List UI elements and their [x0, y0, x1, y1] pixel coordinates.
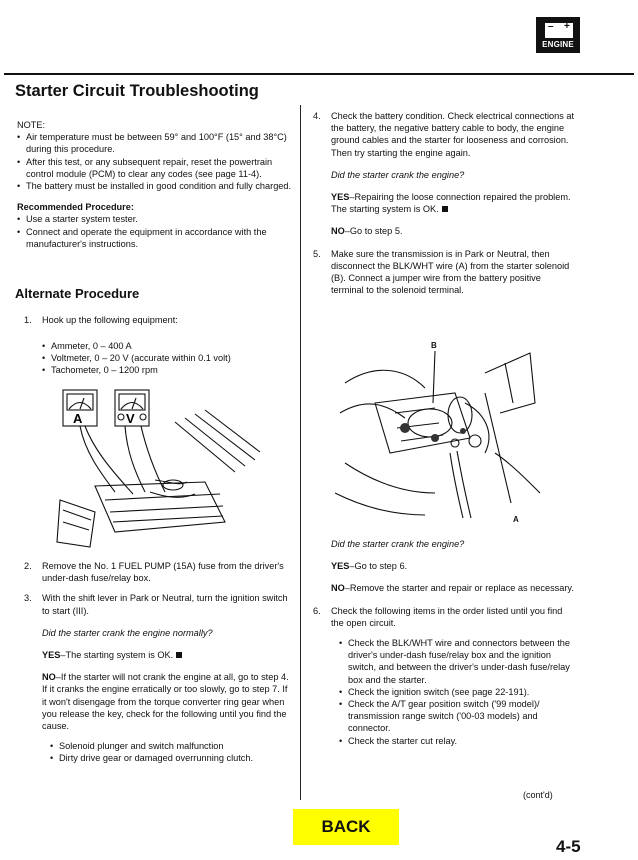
- note-item: • Air temperature must be between 59° and 100°F (15° and 38°C) during this procedure.: [17, 131, 292, 155]
- step-1: [24, 314, 292, 326]
- no-3: NO–If the starter will not crank the engine at all, go to step 4. If it cranks the engine erratically or too slowly, go to step 7. If it won't disengage from the torque converter ring gear when you release the key, check for the following until you find the cause.: [42, 672, 289, 732]
- recommended-heading: Recommended Procedure:: [17, 202, 134, 213]
- yes-4: YES–Repairing the loose connection repaired the problem. The starting system is OK.: [331, 192, 571, 215]
- check-item: • Check the BLK/WHT wire and connectors between the driver's under-dash fuse/relay box and the ignition switch, and between the driver's under-dash fuse/relay box and the starter.: [339, 637, 575, 686]
- equipment-item: • Ammeter, 0 – 400 A: [42, 340, 292, 352]
- equipment-item: • Tachometer, 0 – 1200 rpm: [42, 364, 292, 376]
- continued-label: (cont'd): [523, 790, 553, 800]
- back-button[interactable]: BACK: [293, 809, 399, 845]
- steps-5-6: [313, 538, 575, 747]
- step-text: Remove the No. 1 FUEL PUMP (15A) fuse from the driver's under-dash fuse/relay box.: [42, 561, 284, 584]
- check-item: • Check the A/T gear position switch ('99 model)/ transmission range switch ('00-03 models) and connector.: [339, 698, 575, 735]
- step-number: 2.: [24, 561, 32, 571]
- steps-4-5: [313, 110, 575, 296]
- question-4: Did the starter crank the engine?: [331, 169, 465, 180]
- note-item: • The battery must be installed in good condition and fully charged.: [17, 180, 292, 192]
- question-3: Did the starter crank the engine normally?: [42, 627, 213, 638]
- no-4: NO–Go to step 5.: [331, 226, 403, 237]
- step-number: 4.: [313, 111, 321, 121]
- callout-a: A: [513, 515, 519, 524]
- yes-3: YES–The starting system is OK.: [42, 649, 292, 661]
- equipment-item: • Voltmeter, 0 – 20 V (accurate within 0.1 volt): [42, 352, 292, 364]
- check-item: • Check the starter cut relay.: [339, 735, 575, 747]
- notes-section: [17, 119, 292, 250]
- alternate-heading: Alternate Procedure: [15, 286, 140, 301]
- steps-2-3: [24, 560, 292, 765]
- starter-solenoid-illustration: [335, 343, 545, 523]
- battery-icon: [545, 23, 573, 38]
- yes-5: YES–Go to step 6.: [331, 561, 408, 572]
- callout-b: B: [431, 341, 437, 350]
- recommended-item: • Use a starter system tester.: [17, 213, 292, 225]
- question-5: Did the starter crank the engine?: [331, 539, 465, 549]
- step-text: Hook up the following equipment:: [42, 315, 178, 325]
- meter-hookup-illustration: [55, 382, 265, 550]
- starter-body: [375, 393, 470, 453]
- badge-label: ENGINE: [542, 40, 574, 49]
- step-number: 6.: [313, 605, 321, 616]
- equipment-list: [42, 340, 292, 377]
- page-number: 4-5: [556, 837, 581, 856]
- note-item: • After this test, or any subsequent repair, reset the powertrain control module (PCM) to clear any codes (see page 11-4).: [17, 156, 292, 180]
- engine-section-badge: [536, 17, 580, 53]
- step-number: 1.: [24, 315, 32, 325]
- no-5: NO–Remove the starter and repair or replace as necessary.: [331, 583, 574, 594]
- column-divider: [300, 105, 301, 800]
- page-title: Starter Circuit Troubleshooting: [15, 82, 259, 100]
- step-text: With the shift lever in Park or Neutral, turn the ignition switch to start (III).: [42, 593, 288, 616]
- cause-item: • Solenoid plunger and switch malfunction: [50, 740, 292, 752]
- step-text: Check the following items in the order listed until you find the open circuit.: [331, 605, 563, 628]
- recommended-item: • Connect and operate the equipment in accordance with the manufacturer's instructions.: [17, 226, 292, 250]
- note-heading: NOTE:: [17, 120, 46, 130]
- check-item: • Check the ignition switch (see page 22-191).: [339, 686, 575, 698]
- meter-v-label: V: [126, 411, 135, 426]
- cause-item: • Dirty drive gear or damaged overrunning clutch.: [50, 752, 292, 764]
- step-number: 3.: [24, 593, 32, 604]
- step-text: Make sure the transmission is in Park or Neutral, then disconnect the BLK/WHT wire (A) from the starter solenoid (B). Connect a jumper wire from the battery positive terminal to the solenoid terminal.: [331, 248, 570, 296]
- header-rule: [4, 73, 634, 75]
- step-text: Check the battery condition. Check electrical connections at the battery, the negative battery cable to body, the engine ground cables and the starter for looseness and corrosion. Then try starting the engine again.: [331, 111, 575, 158]
- plus-sign: +: [564, 21, 570, 32]
- minus-sign: –: [548, 21, 554, 32]
- meter-a-label: A: [73, 411, 83, 426]
- step-number: 5.: [313, 248, 321, 259]
